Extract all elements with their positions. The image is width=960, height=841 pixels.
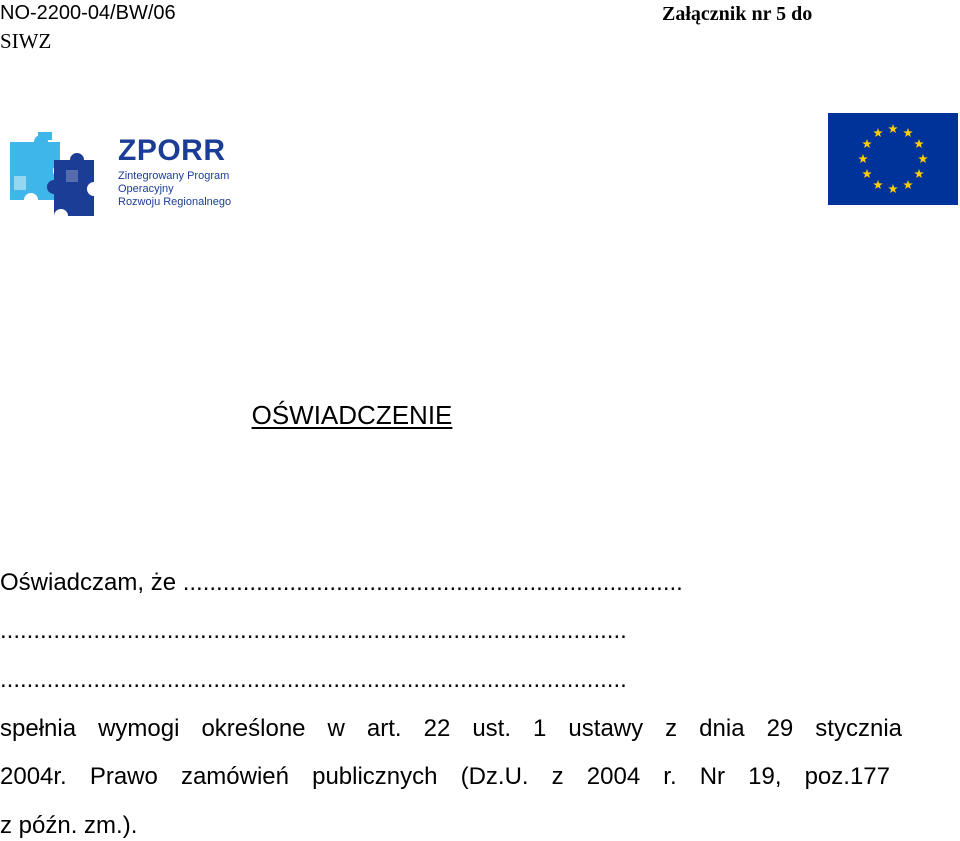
- document-title: [0, 398, 960, 432]
- annex-label: Załącznik nr 5 do: [662, 3, 813, 25]
- statement-line: ..............................................................................................: [0, 666, 627, 693]
- statement-line: ..............................................................................................: [0, 617, 627, 644]
- zporr-logo-title: ZPORR: [118, 134, 226, 167]
- eu-flag-logo: [828, 113, 958, 205]
- statement-line: z późn. zm.).: [0, 812, 138, 839]
- reference-suffix: SIWZ: [0, 29, 52, 53]
- reference-number: NO-2200-04/BW/06: [0, 2, 176, 24]
- statement-line: Oświadczam, że ...........................................................................: [0, 569, 683, 596]
- document-title-text: OŚWIADCZENIE: [251, 400, 453, 430]
- statement-line: 2004r. Prawo zamówień publicznych (Dz.U. z 2004 r. Nr 19, poz.177: [0, 763, 890, 790]
- statement-line: spełnia wymogi określone w art. 22 ust. 1 ustawy z dnia 29 stycznia: [0, 715, 902, 742]
- zporr-logo-subtitle: Rozwoju Regionalnego: [118, 196, 232, 208]
- zporr-logo-subtitle: Zintegrowany Program: [118, 170, 230, 182]
- zporr-logo-subtitle: Operacyjny: [118, 183, 174, 195]
